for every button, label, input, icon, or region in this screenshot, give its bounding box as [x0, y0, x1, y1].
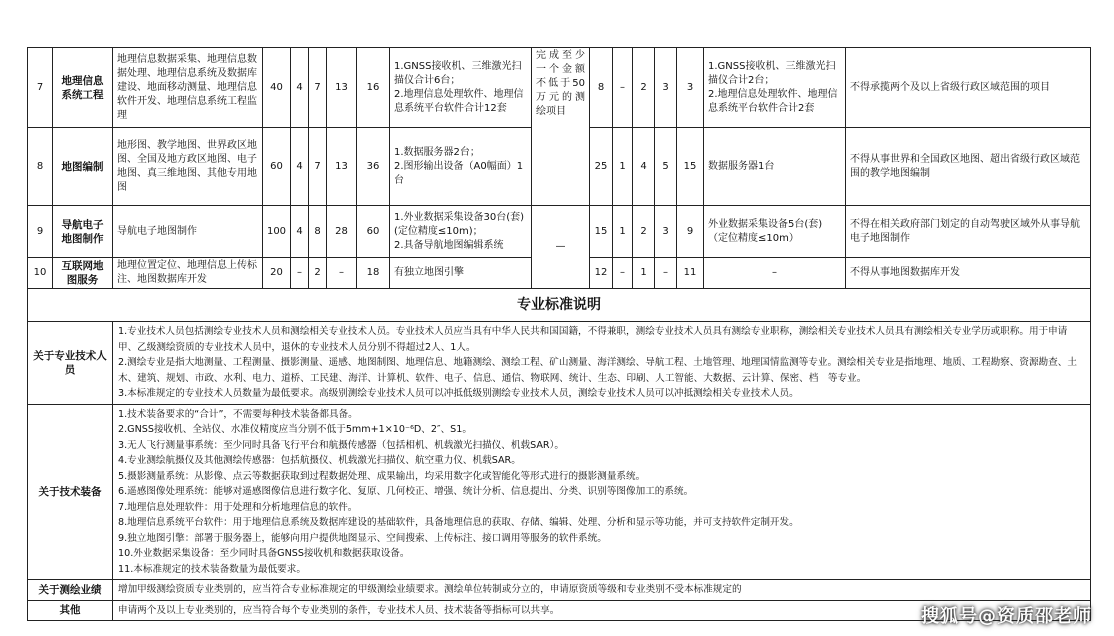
- table-row: [28, 48, 1091, 128]
- grade-b-performance: —: [532, 206, 590, 289]
- grade-b-senior: 1: [613, 128, 633, 206]
- grade-b-equipment: –: [704, 258, 846, 289]
- scope-cell: 地理信息数据采集、地理信息数据处理、地理信息系统及数据库建设、地面移动测量、地理信息软件开发、地理信息系统工程监理: [113, 48, 263, 128]
- note-item: 5.摄影测量系统：从影像、点云等数据获取到过程数据处理、成果输出，均采用数字化或智能化等形式进行的摄影测量系统。: [118, 470, 646, 482]
- category-name: 地图编制: [53, 128, 113, 206]
- note-label: 关于专业技术人员: [28, 322, 113, 405]
- note-item: 3.本标准规定的专业技术人员数量为最低要求。高级别测绘专业技术人员可以冲抵低级别测绘专业技术人员，测绘专业技术人员可以冲抵测绘相关专业技术人员。: [118, 388, 799, 399]
- scope-cell: 地理位置定位、地理信息上传标注、地图数据库开发: [113, 258, 263, 289]
- section-title: 专业标准说明: [28, 289, 1091, 322]
- note-content: [113, 580, 1091, 601]
- grade-b-total: 25: [590, 128, 613, 206]
- grade-b-total: 15: [590, 206, 613, 258]
- row-number: 8: [28, 128, 53, 206]
- note-item: 8.地理信息系统平台软件：用于地理信息系统及数据库建设的基础软件，具备地理信息的获取、存储、编辑、处理、分析和显示等功能，并可支持软件定制开发。: [118, 517, 799, 528]
- grade-a-equipment: 1.数据服务器2台； 2.图形输出设备（A0幅面）1台: [390, 128, 532, 206]
- grade-b-related: 9: [677, 206, 704, 258]
- limit-cell: 不得承揽两个及以上省级行政区域范围的项目: [846, 48, 1091, 128]
- note-item: 4.专业测绘航摄仪及其他测绘传感器：包括航摄仪、机载激光扫描仪、航空重力仪、机载SAR。: [118, 455, 521, 466]
- grade-a-senior: 4: [291, 206, 309, 258]
- note-item: 1.专业技术人员包括测绘专业技术人员和测绘相关专业技术人员。专业技术人员应当具有中华人民共和国国籍，不得兼职，测绘专业技术人员具有测绘专业职称，测绘相关专业技术人员具有测绘相关专业学历或职称。用于申请甲、乙级测绘资质的专业技术人员中，退休的专业技术人员分别不得超过2人、1人。: [118, 326, 1068, 353]
- note-item: 2.GNSS接收机、全站仪、水准仪精度应当分别不低于5mm+1×10⁻⁶D、2″、S1。: [118, 424, 472, 435]
- grade-a-middle: 2: [309, 258, 327, 289]
- grade-a-performance: 完成至少一个金额不低于50万元的测绘项目: [532, 48, 590, 206]
- grade-b-senior: –: [613, 48, 633, 128]
- grade-a-senior: 4: [291, 48, 309, 128]
- limit-cell: 不得从事地图数据库开发: [846, 258, 1091, 289]
- row-number: 9: [28, 206, 53, 258]
- grade-a-related: 36: [357, 128, 390, 206]
- row-number: 7: [28, 48, 53, 128]
- note-label: 其他: [28, 600, 113, 621]
- note-label: 关于技术装备: [28, 404, 113, 580]
- note-label: 关于测绘业绩: [28, 580, 113, 601]
- grade-b-junior: –: [655, 258, 677, 289]
- grade-a-junior: 13: [327, 128, 357, 206]
- grade-b-total: 12: [590, 258, 613, 289]
- grade-b-equipment: 数据服务器1台: [704, 128, 846, 206]
- grade-a-middle: 7: [309, 128, 327, 206]
- grade-a-total: 60: [263, 128, 291, 206]
- scope-cell: 导航电子地图制作: [113, 206, 263, 258]
- note-item: 申请两个及以上专业类别的，应当符合每个专业类别的条件，专业技术人员、技术装备等指标可以共享。: [118, 604, 560, 616]
- grade-a-junior: –: [327, 258, 357, 289]
- category-name: 互联网地图服务: [53, 258, 113, 289]
- note-item: 1.技术装备要求的“合计”，不需要每种技术装备都具备。: [118, 408, 358, 420]
- grade-a-middle: 8: [309, 206, 327, 258]
- grade-b-junior: 3: [655, 48, 677, 128]
- grade-a-related: 18: [357, 258, 390, 289]
- grade-a-senior: –: [291, 258, 309, 289]
- grade-b-senior: –: [613, 258, 633, 289]
- grade-b-middle: 1: [633, 258, 655, 289]
- grade-b-senior: 1: [613, 206, 633, 258]
- grade-b-related: 11: [677, 258, 704, 289]
- table-row: [28, 206, 1091, 258]
- grade-a-middle: 7: [309, 48, 327, 128]
- note-item: 3.无人飞行测量事系统：至少同时具备飞行平台和航摄传感器（包括相机、机载激光扫描仪、机载SAR）。: [118, 439, 564, 451]
- grade-a-total: 100: [263, 206, 291, 258]
- standard-table: [27, 47, 1091, 621]
- section-title-row: [28, 289, 1091, 322]
- note-row: [28, 580, 1091, 601]
- note-item: 2.测绘专业是指大地测量、工程测量、摄影测量、遥感、地图制图、地理信息、地籍测绘、测绘工程、矿山测量、海洋测绘、导航工程、土地管理、地理国情监测等专业。测绘相关专业是指地理、地质、工程勘察、资源勘查、土木、建筑、规划、市政、水利、电力、道桥、工民建、海洋、计算机、软件、电子、信息、通信、物联网、统计、生态、印刷、人工智能、大数据、云计算、保密、档 等专业。: [118, 357, 1077, 384]
- grade-a-total: 20: [263, 258, 291, 289]
- row-number: 10: [28, 258, 53, 289]
- limit-cell: 不得在相关政府部门划定的自动驾驶区域外从事导航电子地图制作: [846, 206, 1091, 258]
- note-item: 7.地理信息处理软件：用于处理和分析地理信息的软件。: [118, 501, 358, 513]
- grade-a-equipment: 有独立地图引擎: [390, 258, 532, 289]
- note-item: 9.独立地图引擎：部署于服务器上，能够向用户提供地图显示、空间搜索、上传标注、接口调用等服务的软件系统。: [118, 532, 607, 544]
- grade-a-senior: 4: [291, 128, 309, 206]
- grade-a-related: 60: [357, 206, 390, 258]
- note-row: [28, 404, 1091, 580]
- grade-a-equipment: 1.外业数据采集设备30台(套)(定位精度≤10m)； 2.具备导航地图编辑系统: [390, 206, 532, 258]
- category-name: 地理信息系统工程: [53, 48, 113, 128]
- grade-b-total: 8: [590, 48, 613, 128]
- grade-b-related: 15: [677, 128, 704, 206]
- grade-a-junior: 13: [327, 48, 357, 128]
- note-content: [113, 322, 1091, 405]
- note-row: [28, 322, 1091, 405]
- grade-b-middle: 2: [633, 48, 655, 128]
- grade-b-junior: 5: [655, 128, 677, 206]
- note-item: 增加甲级测绘资质专业类别的，应当符合专业标准规定的甲级测绘业绩要求。测绘单位转制或分立的，申请原资质等级和专业类别不受本标准规定的: [118, 584, 742, 595]
- grade-a-related: 16: [357, 48, 390, 128]
- grade-b-middle: 4: [633, 128, 655, 206]
- note-content: [113, 404, 1091, 580]
- grade-a-total: 40: [263, 48, 291, 128]
- watermark: 搜狐号@资质邵老师: [921, 606, 1092, 627]
- note-item: 6.遥感图像处理系统：能够对遥感图像信息进行数字化、复原、几何校正、增强、统计分析、信息提出、分类、识别等图像加工的系统。: [118, 486, 694, 497]
- note-item: 10.外业数据采集设备：至少同时具备GNSS接收机和数据获取设备。: [118, 548, 410, 559]
- grade-b-equipment: 1.GNSS接收机、三维激光扫描仪合计2台； 2.地理信息处理软件、地理信息系统平台软件合计2套: [704, 48, 846, 128]
- grade-a-junior: 28: [327, 206, 357, 258]
- grade-b-related: 3: [677, 48, 704, 128]
- category-name: 导航电子地图制作: [53, 206, 113, 258]
- grade-a-equipment: 1.GNSS接收机、三维激光扫描仪合计6台； 2.地理信息处理软件、地理信息系统平台软件合计12套: [390, 48, 532, 128]
- grade-b-equipment: 外业数据采集设备5台(套)（定位精度≤10m）: [704, 206, 846, 258]
- limit-cell: 不得从事世界和全国政区地图、超出省级行政区域范围的教学地图编制: [846, 128, 1091, 206]
- grade-b-junior: 3: [655, 206, 677, 258]
- scope-cell: 地形图、教学地图、世界政区地图、全国及地方政区地图、电子地图、真三维地图、其他专用地图: [113, 128, 263, 206]
- note-item: 11.本标准规定的技术装备数量为最低要求。: [118, 563, 306, 575]
- grade-b-middle: 2: [633, 206, 655, 258]
